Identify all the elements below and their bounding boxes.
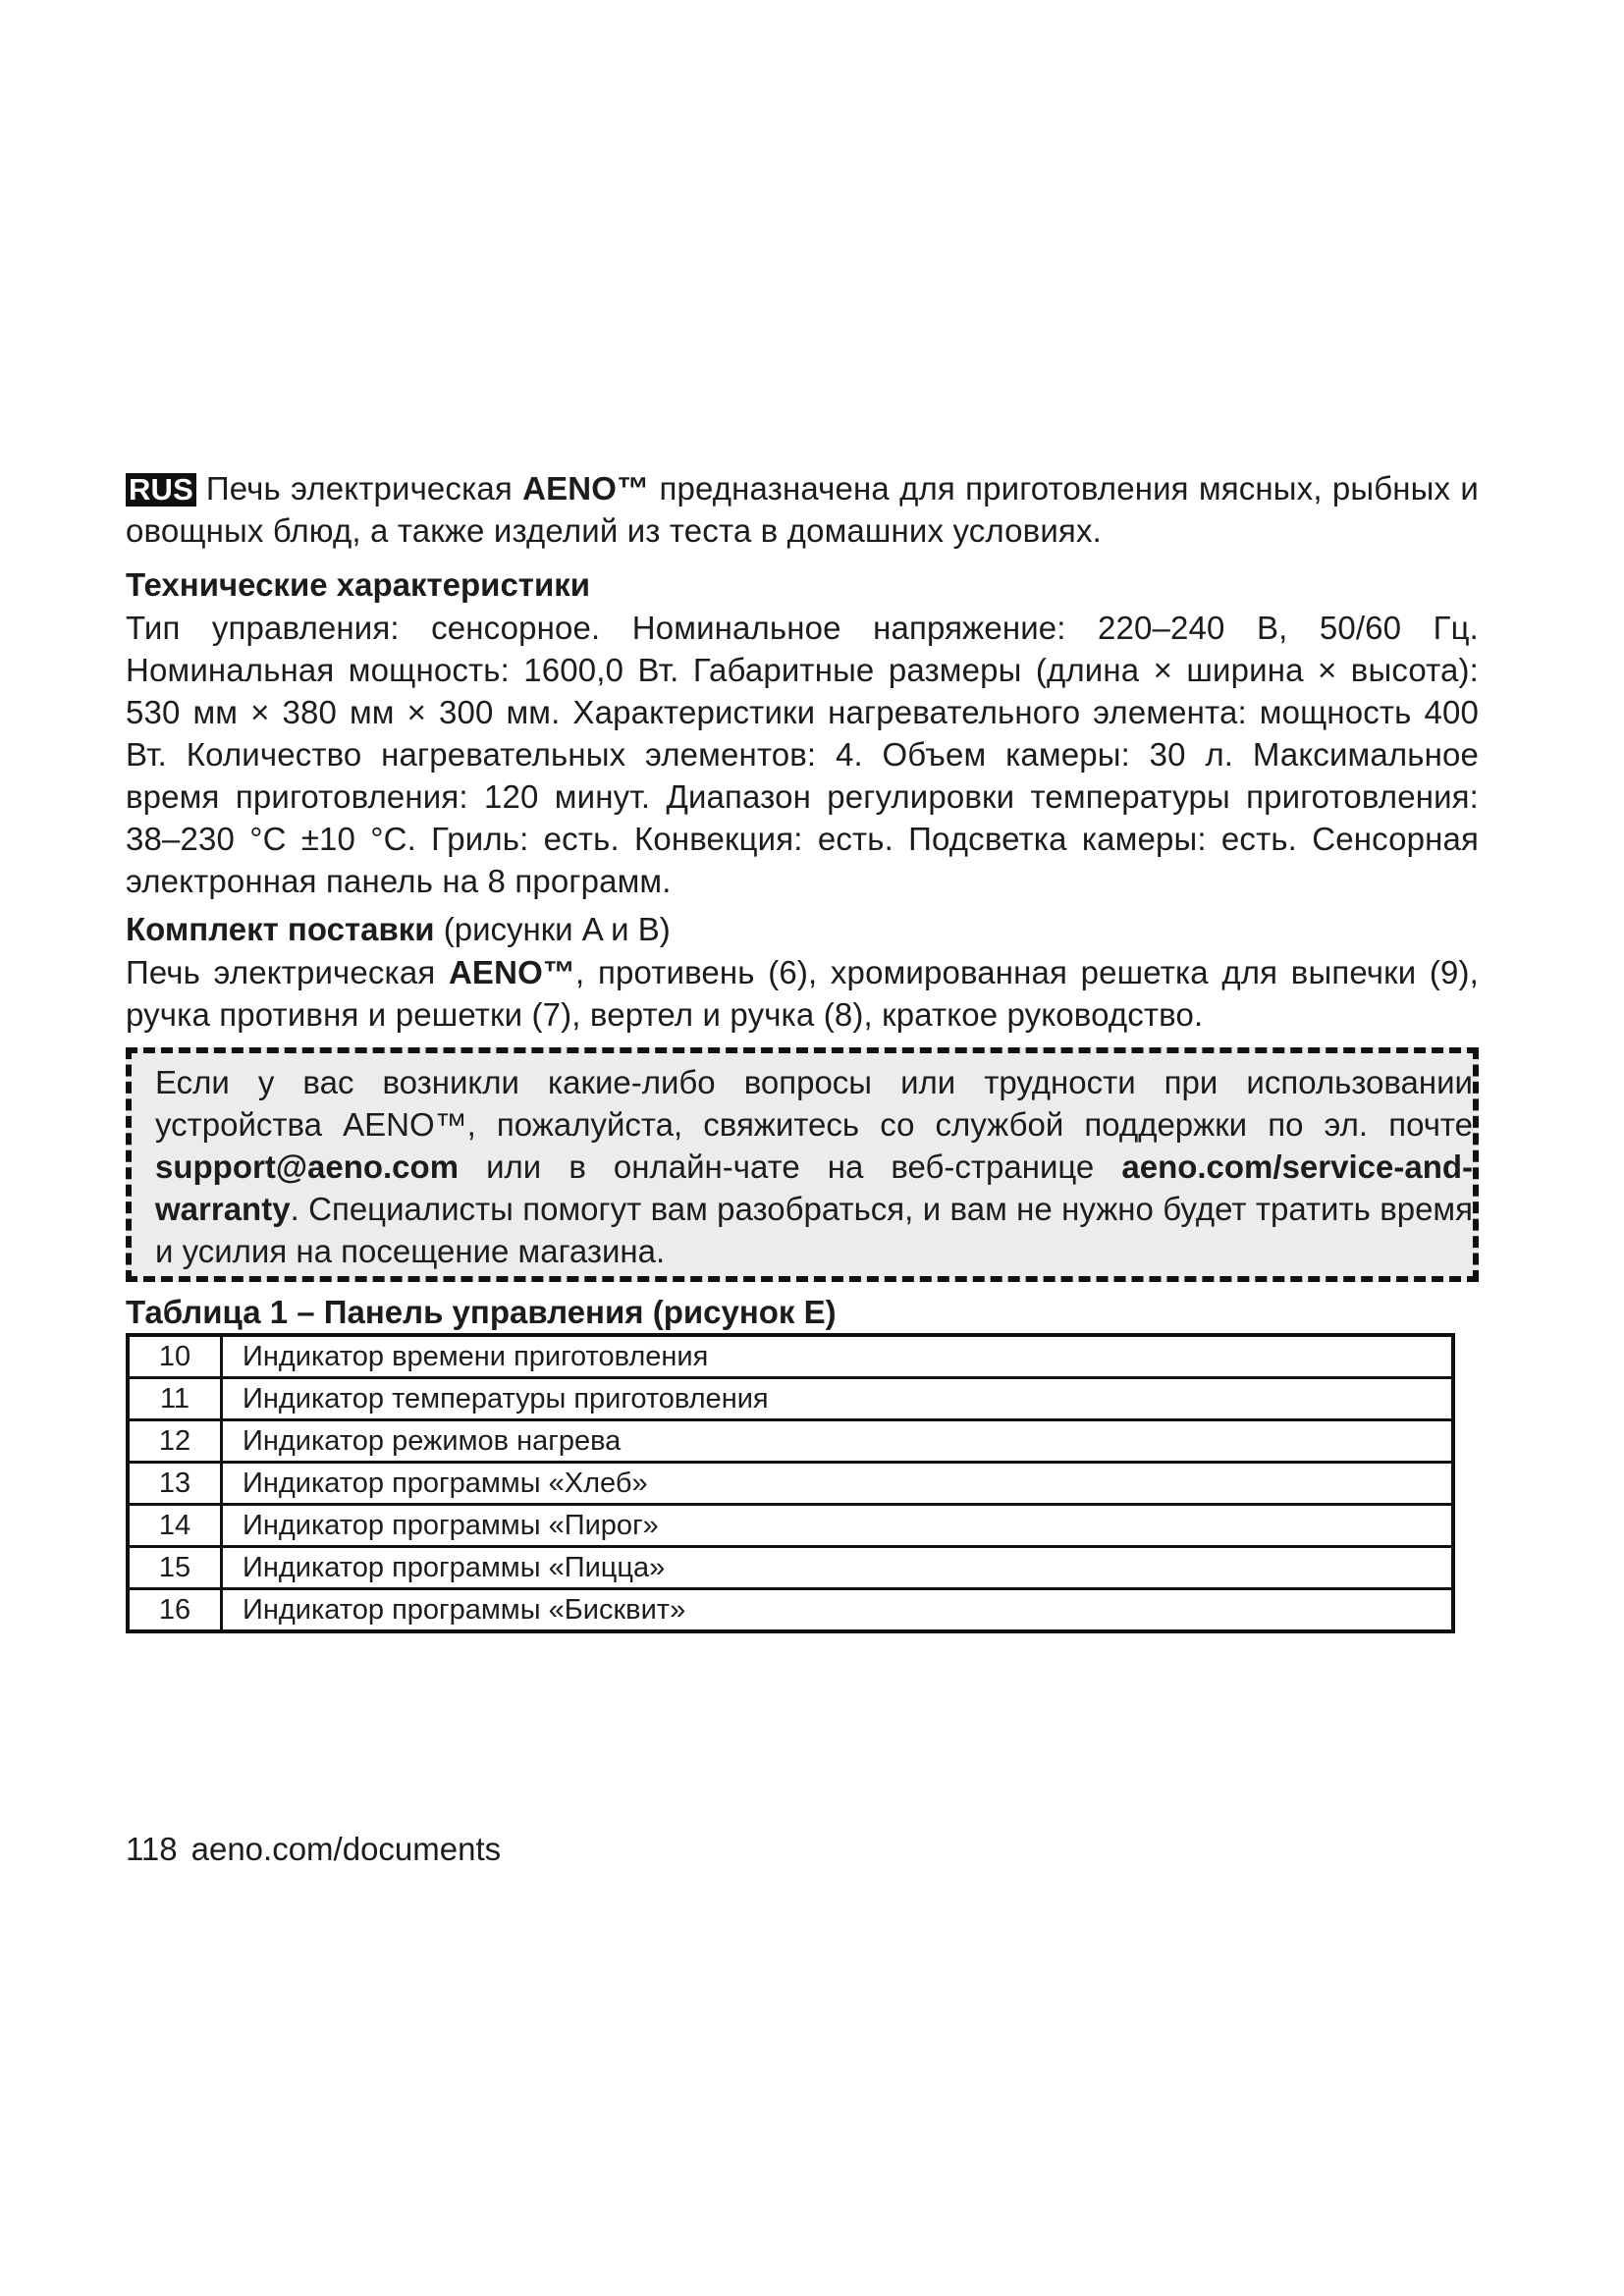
package-brand: AENO™ [448,954,576,990]
page-number: 118 [126,1831,178,1867]
intro-text-after: предназначена для приготовления мясных, рыбных и овощных блюд, а также изделий из теста в домашних условиях. [126,470,1480,549]
notice-text-3: . Специалисты помогут вам разобраться, и вам не нужно будет тратить время и усилия на посещение магазина. [155,1191,1473,1269]
table-cell-description: Индикатор программы «Пирог» [222,1505,1454,1547]
table-cell-number: 10 [128,1335,222,1378]
table-cell-description: Индикатор программы «Хлеб» [222,1463,1454,1505]
table-cell-description: Индикатор температуры приготовления [222,1378,1454,1420]
table-row [128,1547,1453,1589]
table-row [128,1378,1453,1420]
table-cell-number: 16 [128,1589,222,1632]
intro-text-before: Печь электрическая [205,470,523,507]
documents-url[interactable]: aeno.com/documents [190,1831,502,1867]
document-page [126,467,1479,1633]
package-paragraph [126,951,1479,1036]
support-notice-box [126,1047,1479,1282]
table-cell-description: Индикатор программы «Бисквит» [222,1589,1454,1632]
table-row [128,1505,1453,1547]
table-cell-number: 14 [128,1505,222,1547]
specs-heading: Технические характеристики [126,566,591,603]
table-cell-number: 15 [128,1547,222,1589]
package-heading [126,908,1479,951]
page-footer [126,1828,501,1871]
table-caption: Таблица 1 – Панель управления (рисунок E) [126,1294,837,1330]
table-cell-number: 11 [128,1378,222,1420]
table-row [128,1589,1453,1632]
table-cell-description: Индикатор программы «Пицца» [222,1547,1454,1589]
package-text-before: Печь электрическая [126,954,449,990]
table-cell-description: Индикатор режимов нагрева [222,1420,1454,1463]
package-heading-title: Комплект поставки [126,911,435,947]
intro-paragraph [126,467,1479,552]
table-row [128,1420,1453,1463]
table-cell-number: 13 [128,1463,222,1505]
notice-text-2: или в онлайн-чате на веб-странице [459,1148,1122,1185]
table-cell-description: Индикатор времени приготовления [222,1335,1454,1378]
table-row [128,1335,1453,1378]
language-badge: RUS [126,473,196,507]
service-warranty-link[interactable]: aeno.com/service-and-warranty [155,1148,1473,1227]
brand-name: AENO™ [522,470,650,507]
package-heading-note: (рисунки A и B) [434,911,671,947]
control-panel-table [126,1333,1455,1633]
table-cell-number: 12 [128,1420,222,1463]
notice-text-1: Если у вас возникли какие-либо вопросы или трудности при использовании устройства AENO™, пожалуйста, свяжитесь со службой поддержки по эл. почте [155,1064,1473,1143]
specs-body: Тип управления: сенсорное. Номинальное напряжение: 220–240 В, 50/60 Гц. Номинальная мощность: 1600,0 Вт. Габаритные размеры (длина × ширина × высота): 530 мм × 380 мм × 300 мм. Характеристики нагревательного элемента: мощность 400 Вт. Количество нагревательных элементов: 4. Объем камеры: 30 л. Максимальное время приготовления: 120 минут. Диапазон регулировки температуры приготовления: 38–230 °C ±10 °C. Гриль: есть. Конвекция: есть. Подсветка камеры: есть. Сенсорная электронная панель на 8 программ. [126,610,1479,899]
package-text-after: , противень (6), хромированная решетка для выпечки (9), ручка противня и решетки (7), вертел и ручка (8), краткое руководство. [126,954,1479,1033]
table-row [128,1463,1453,1505]
support-email-link[interactable]: support@aeno.com [155,1148,460,1185]
